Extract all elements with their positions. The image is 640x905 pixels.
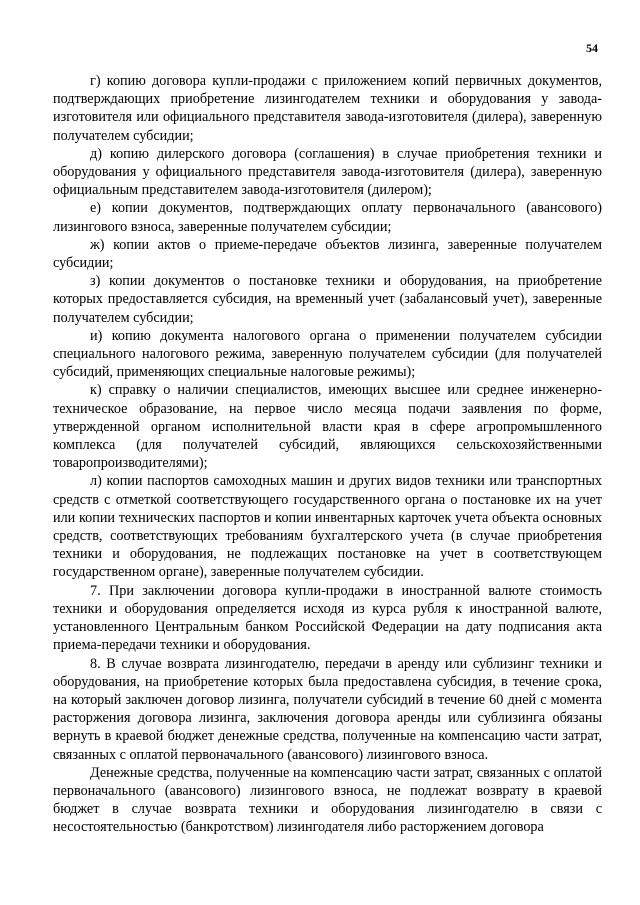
paragraph-l: л) копии паспортов самоходных машин и других видов техники или транспортных средств с отметкой соответствующего государственного органа о постановке их на учет или копии технических паспортов и копии инвентарных карточек учета объекта основных средств, соответствующих требованиям бухгалтерского учета (в случае приобретения техники и оборудования, не подлежащих постановке на учет в соответствующем государственном органе), заверенные получателем субсидии. xyxy=(53,473,602,581)
paragraph-k: к) справку о наличии специалистов, имеющих высшее или среднее инженерно-техническое образование, на первое число месяца подачи заявления по форме, утвержденной органом исполнительной власти края в сфере агропромышленного комплекса (для получателей субсидий, являющихся сельскохозяйственными товаропроизводителями); xyxy=(53,382,602,472)
paragraph-e: е) копии документов, подтверждающих оплату первоначального (авансового) лизингового взноса, заверенные получателем субсидии; xyxy=(53,200,602,235)
paragraph-8: 8. В случае возврата лизингодателю, передачи в аренду или сублизинг техники и оборудования, на приобретение которых была предоставлена субсидия, в течение срока, на который заключен договор лизинга, получатели субсидий в течение 60 дней с момента расторжения договора лизинга, заключения договора аренды или сублизинга обязаны вернуть в краевой бюджет денежные средства, полученные на компенсацию части затрат, связанных с оплатой первоначального (авансового) лизингового взноса. xyxy=(53,655,602,763)
paragraph-z: з) копии документов о постановке техники и оборудования, на приобретение которых предоставляется субсидия, на временный учет (забалансовый учет), заверенные получателем субсидии; xyxy=(53,273,602,326)
paragraph-funds: Денежные средства, полученные на компенсацию части затрат, связанных с оплатой первоначального (авансового) лизингового взноса, не подлежат возврату в краевой бюджет в случае возврата техники и оборудования лизингодателю в связи с несостоятельностью (банкротством) лизингодателя либо расторжением договора xyxy=(53,764,602,836)
paragraph-d: д) копию дилерского договора (соглашения) в случае приобретения техники и оборудования у официального представителя завода-изготовителя (дилера), заверенную официальным представителем завода-изготовителя (дилером); xyxy=(53,145,602,199)
paragraph-i: и) копию документа налогового органа о применении получателем субсидии специального налогового режима, заверенную получателем субсидии (для получателей субсидий, применяющих специальные налоговые режимы); xyxy=(53,327,602,381)
paragraph-g: г) копию договора купли-продажи с приложением копий первичных документов, подтверждающих приобретение лизингодателем техники и оборудования у завода-изготовителя или официального представителя завода-изготовителя (дилера), заверенную получателем субсидии; xyxy=(53,73,602,144)
paragraph-zh: ж) копии актов о приеме-передаче объектов лизинга, заверенные получателем субсидии; xyxy=(53,236,602,272)
page-number: 54 xyxy=(586,41,598,55)
paragraph-7: 7. При заключении договора купли-продажи в иностранной валюте стоимость техники и оборудования определяется исходя из курса рубля к иностранной валюте, установленного Центральным банком Российской Федерации на дату подписания акта приема-передачи техники и оборудования. xyxy=(53,582,602,654)
document-body xyxy=(53,72,602,837)
